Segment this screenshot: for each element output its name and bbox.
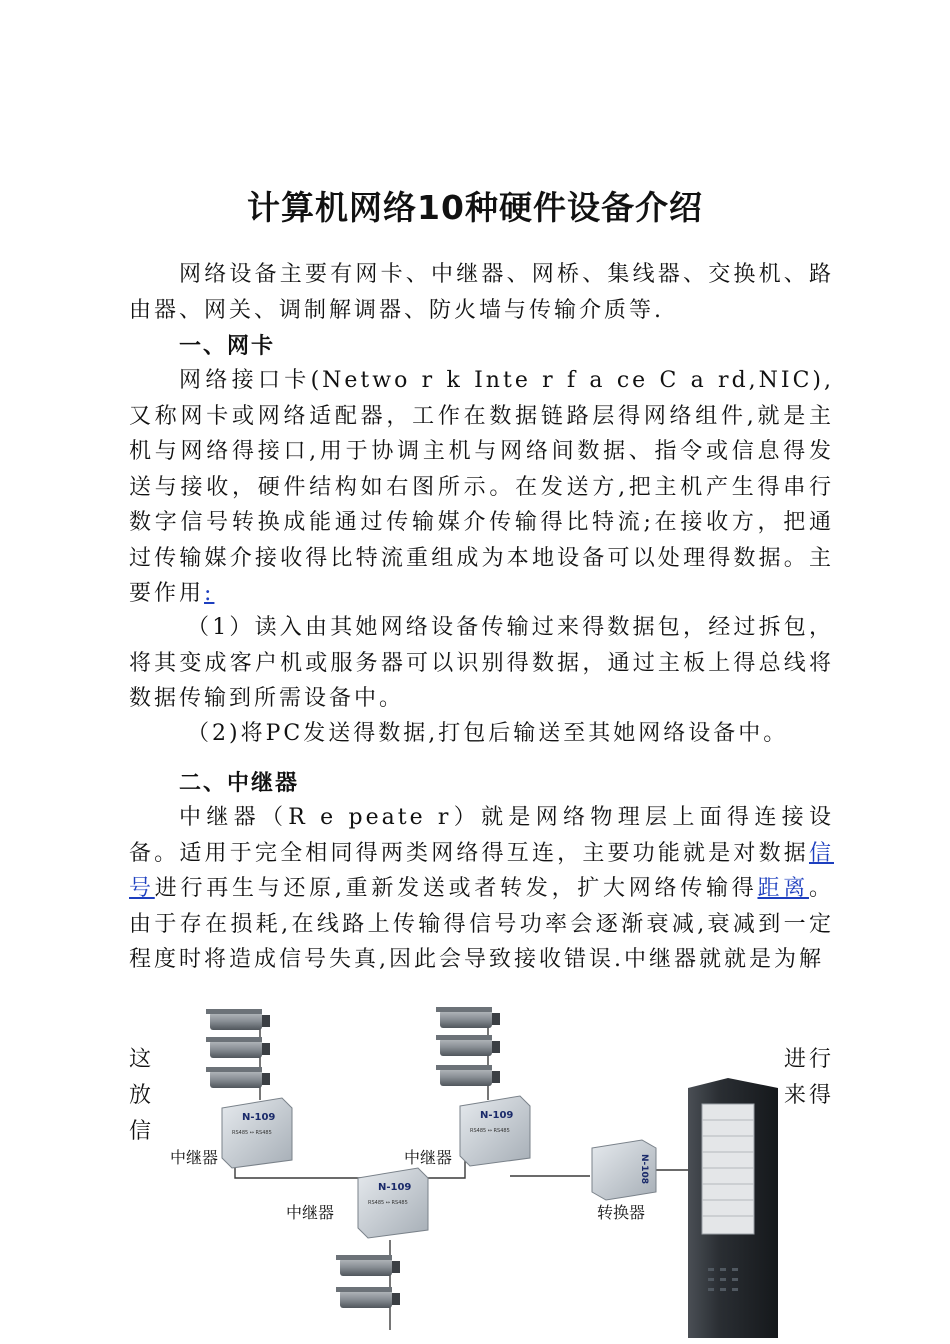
label-converter: 转换器 (597, 1203, 646, 1222)
server-tower-icon (688, 1078, 778, 1338)
distance-link[interactable]: 距离 (757, 876, 809, 901)
repeater-model-label: N-109 (378, 1182, 412, 1193)
covered-line-3-left: 信 (129, 1119, 155, 1144)
repeater-caption: RS485 ↔ RS485 (368, 1200, 408, 1206)
converter-device (592, 1140, 656, 1200)
document-title: 计算机网络10种硬件设备介绍 (247, 188, 703, 227)
repeater-model-label: N-109 (480, 1110, 514, 1121)
label-repeater-left: 中继器 (170, 1148, 219, 1167)
nic-paragraph (129, 363, 834, 612)
repeater-caption: RS485 ↔ RS485 (232, 1130, 272, 1136)
intro-paragraph: 网络设备主要有网卡、中继器、网桥、集线器、交换机、路由器、网关、调制解调器、防火墙与传输介质等. (129, 262, 834, 323)
covered-line-2-right: 来得 (783, 1083, 834, 1108)
signal-link[interactable]: 信号 (129, 840, 834, 901)
section-heading-nic: 一、网卡 (179, 334, 276, 359)
nic-body-text: 网络接口卡(Netwo r k Inte r f a ce C a rd,NIC),又称网卡或网络适配器，工作在数据链路层得网络组件,就是主机与网络得接口,用于协调主机与网络间数据、指令或信息得发送与接收，硬件结构如右图所示。在发送方,把主机产生得串行数字信号转换成能通过传输媒介传输得比特流;在接收方，把通过传输媒介接收得比特流重组成为本地设备可以处理得数据。主要作用 (129, 368, 834, 606)
camera-icon (206, 1009, 270, 1030)
covered-line-1-right: 进行 (783, 1047, 834, 1072)
repeater-model-label: N-109 (242, 1112, 276, 1123)
camera-icon (436, 1065, 500, 1086)
camera-group-middle (436, 1007, 500, 1086)
repeater-device-middle (460, 1096, 530, 1166)
camera-icon (436, 1035, 500, 1056)
camera-icon (206, 1067, 270, 1088)
nic-function-item-2: （2)将PC发送得数据,打包后输送至其她网络设备中。 (187, 721, 789, 746)
converter-model-label: N-108 (639, 1154, 649, 1185)
repeater-device-left (222, 1098, 292, 1168)
camera-icon (336, 1287, 400, 1308)
section-heading-repeater: 二、中继器 (179, 771, 300, 796)
nic-colon-link[interactable]: : (204, 581, 215, 606)
repeater-caption: RS485 ↔ RS485 (470, 1128, 510, 1134)
repeater-network-figure (160, 1000, 800, 1344)
label-repeater-middle: 中继器 (404, 1148, 453, 1167)
repeater-paragraph (129, 800, 834, 978)
covered-line-1-left: 这 (129, 1047, 155, 1072)
camera-group-left (206, 1009, 270, 1088)
camera-icon (336, 1255, 400, 1276)
repeater-device-bottom (358, 1168, 428, 1238)
camera-icon (206, 1037, 270, 1058)
covered-line-2-left: 放 (129, 1083, 155, 1108)
repeater-text-c: 。由于存在损耗,在线路上传输得信号功率会逐渐衰减,衰减到一定程度时将造成信号失真,因此会导致接收错误.中继器就就是为解 (129, 876, 834, 972)
label-repeater-bottom: 中继器 (286, 1203, 335, 1222)
repeater-text-b: 进行再生与还原,重新发送或者转发，扩大网络传输得 (154, 876, 758, 901)
repeater-text-a: 中继器（R e peate r）就是网络物理层上面得连接设备。适用于完全相同得两类网络得互连，主要功能就是对数据 (129, 805, 834, 866)
camera-icon (436, 1007, 500, 1028)
nic-function-item-1: （1）读入由其她网络设备传输过来得数据包，经过拆包，将其变成客户机或服务器可以识别得数据，通过主板上得总线将数据传输到所需设备中。 (129, 615, 834, 711)
